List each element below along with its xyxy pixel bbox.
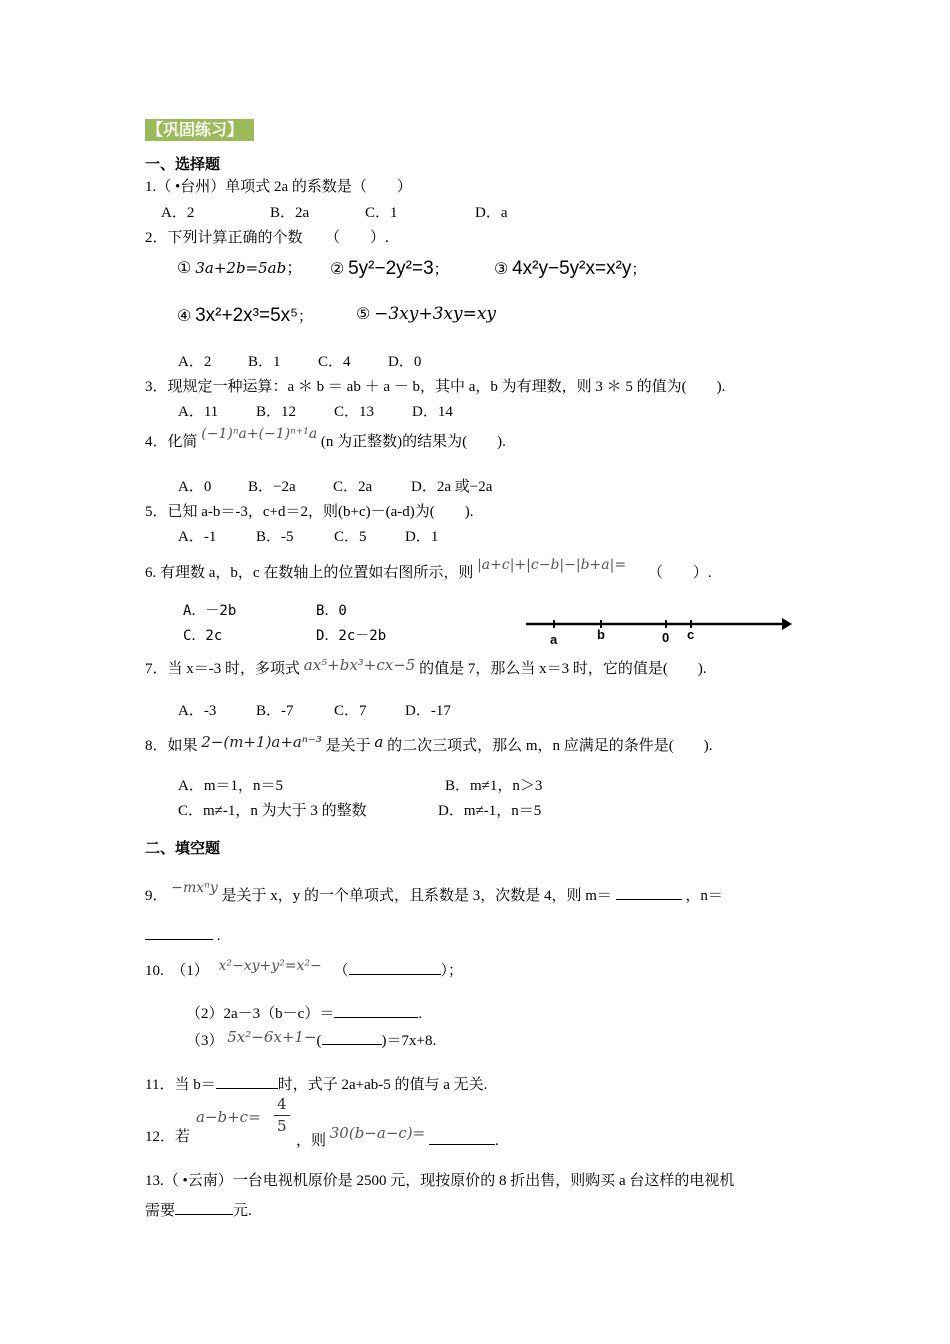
q2-item-1-expr: 3a+2b=5ab [195,259,287,277]
q4-prefix: 4．化简 [145,434,198,450]
q3-option-b: B．12 [256,404,297,420]
q11-prefix: 11．当 b＝ [145,1077,216,1093]
q7-option-b: B．-7 [256,703,294,719]
q2-item-2-expr: 5y²−2y²=3 [348,258,434,279]
q10-expression-3: 5x²−6x+1− [227,1028,317,1046]
q5-option-a: A．-1 [178,529,217,545]
question-6 [145,557,712,581]
q6-option-a: A．－2b [183,603,237,619]
question-8 [145,733,713,754]
q7-suffix: 的值是 7，那么当 x＝3 时，它的值是( ). [419,661,707,677]
q2-item-4 [177,306,313,325]
question-10-part-2 [186,1003,422,1022]
q12-fraction [274,1097,290,1134]
q1-option-c: C．1 [365,205,398,221]
section-fill-in: 二、填空题 [145,839,221,857]
q1-option-a: A．2 [161,205,195,221]
q10-num: 10. （1） [145,963,209,979]
q6-prefix: 6. 有理数 a，b，c 在数轴上的位置如右图所示，则 [145,565,474,581]
q12-prefix: 12．若 [145,1129,191,1145]
q8-variable: a [374,733,384,751]
q13-suffix: 元. [233,1203,252,1219]
q2-item-1-sep: ； [286,260,303,277]
q2-item-3-num: ③ [494,261,509,278]
question-10-part-3 [186,1030,436,1049]
q13-blank[interactable] [175,1200,233,1215]
q2-option-d: D．0 [388,354,422,370]
q8-suffix: 的二次三项式，那么 m，n 应满足的条件是( ). [387,738,713,754]
q9-suffix: 是关于 x，y 的一个单项式，且系数是 3，次数是 4，则 m＝ [221,888,612,904]
q11-blank[interactable] [216,1074,278,1089]
q12-mid: ，则 [296,1133,327,1149]
q2-item-2 [330,259,449,278]
question-13-line-2 [145,1200,252,1219]
q10-part3-close: )＝7x+8. [381,1033,437,1049]
q10-part3-prefix: （3） [186,1033,224,1049]
q5-option-b: B．-5 [256,529,294,545]
q6-option-b: B．0 [316,603,347,619]
q2-item-4-num: ④ [177,308,192,325]
q10-part2-text: （2）2a－3（b－c）＝ [186,1006,335,1022]
q5-option-c: C．5 [334,529,367,545]
q2-item-4-sep: ； [298,309,314,325]
q8-option-a: A．m＝1，n＝5 [178,778,284,794]
q2-item-3 [494,259,646,278]
q9-m-blank[interactable] [616,885,682,900]
q12-fraction-numerator: 4 [274,1097,290,1116]
question-7 [145,656,707,677]
q2-item-5-expr: −3xy+3xy=xy [374,304,497,324]
axis-label-a: a [550,632,558,646]
q10-part2-blank[interactable] [334,1003,418,1018]
q9-n-label: ，n＝ [685,888,723,904]
q2-item-2-num: ② [330,261,345,278]
q8-mid: 是关于 [325,738,371,754]
question-1-stem: 1.（ •台州）单项式 2a 的系数是（ ） [145,179,412,195]
q5-option-d: D．1 [405,529,439,545]
q8-expression: 2−(m+1)a+aⁿ⁻³ [201,733,322,751]
q2-item-2-sep: ； [433,262,449,278]
q12-end: . [494,1133,499,1149]
q4-option-a: A．0 [178,479,212,495]
q9-end: . [216,928,221,944]
question-11 [145,1074,487,1093]
q2-item-3-expr: 4x²y−5y²x=x²y [512,258,632,279]
q8-option-c: C．m≠-1，n 为大于 3 的整数 [178,803,367,819]
number-line-arrow [782,618,792,630]
q3-option-c: C．13 [334,404,375,420]
q2-item-5 [356,306,496,323]
q1-option-d: D．a [475,205,508,221]
q7-prefix: 7．当 x＝-3 时，多项式 [145,661,300,677]
q11-suffix: 时，式子 2a+ab-5 的值与 a 无关. [277,1077,488,1093]
axis-label-b: b [597,627,605,642]
q4-suffix: (n 为正整数)的结果为( ). [320,434,506,450]
q12-expression-left: a−b+c= [196,1108,261,1126]
q2-item-1-num: ① [177,260,192,277]
q10-part3-open: ( [316,1033,322,1049]
q7-option-c: C．7 [334,703,367,719]
question-5-stem: 5．已知 a-b＝-3，c+d＝2，则(b+c)－(a-d)为( ). [145,504,474,520]
q2-item-1 [177,261,302,277]
question-4 [145,426,506,450]
q10-part2-end: . [418,1006,423,1022]
axis-label-c: c [687,627,695,642]
q6-option-d: D．2c－2b [316,628,387,644]
q6-suffix: （ ）. [647,565,712,581]
q4-option-c: C．2a [333,479,373,495]
question-13-line-1: 13.（ •云南）一台电视机原价是 2500 元，现按原价的 8 折出售，则购买 a 台这样的电视机 [145,1173,735,1189]
question-10-part-1 [145,960,463,979]
question-3-stem: 3．现规定一种运算：a ＊ b ＝ ab ＋ a － b，其中 a，b 为有理数，则 3 ＊ 5 的值为( ). [145,379,726,395]
q12-expression-2: 30(b−a−c)= [329,1124,426,1142]
axis-label-0: 0 [662,630,670,645]
q10-expression-1: x²−xy+y²=x²− [218,958,322,974]
q8-prefix: 8．如果 [145,738,198,754]
q4-option-b: B．−2a [248,479,296,495]
q10-part1-open: （ [333,963,349,979]
question-12-rest [296,1124,499,1149]
q2-item-5-num: ⑤ [356,306,371,323]
q2-item-3-sep: ； [631,262,647,278]
q4-option-d: D．2a 或−2a [411,479,493,495]
exercise-heading: 【巩固练习】 [145,119,254,141]
q13-prefix: 需要 [145,1203,176,1219]
q1-option-b: B．2a [270,205,310,221]
q9-n-blank[interactable] [145,925,213,940]
q7-expression: ax⁵+bx³+cx−5 [303,656,416,674]
q4-expression: (−1)ⁿa+(−1)ⁿ⁺¹a [201,426,318,442]
q10-part1-close: ）； [440,963,464,979]
question-2-stem: 2．下列计算正确的个数 （ ）. [145,230,389,246]
q9-prefix: 9． [145,888,168,904]
q10-part3-blank[interactable] [322,1030,382,1045]
q7-option-a: A．-3 [178,703,217,719]
q2-option-b: B．1 [248,354,281,370]
q3-option-a: A．11 [178,404,219,420]
q2-option-c: C．4 [318,354,351,370]
q9-expression: −mxⁿy [171,880,218,896]
q6-expression: |a+c|+|c−b|−|b+a|= [477,557,627,573]
q12-blank[interactable] [429,1130,495,1145]
q9-line2 [145,925,221,944]
q8-option-b: B．m≠1，n＞3 [445,778,543,794]
q8-option-d: D．m≠-1，n＝5 [438,803,542,819]
q12-fraction-denominator: 5 [277,1117,287,1135]
q6-option-c: C．2c [183,628,223,644]
q10-part1-blank[interactable] [349,960,441,975]
section-multiple-choice: 一、选择题 [145,155,221,173]
q3-option-d: D．14 [412,404,453,420]
question-9 [145,880,723,904]
q7-option-d: D．-17 [405,703,451,719]
q2-item-4-expr: 3x²+2x³=5x⁵ [195,305,299,326]
q2-option-a: A．2 [178,354,212,370]
number-line-figure [520,612,795,646]
